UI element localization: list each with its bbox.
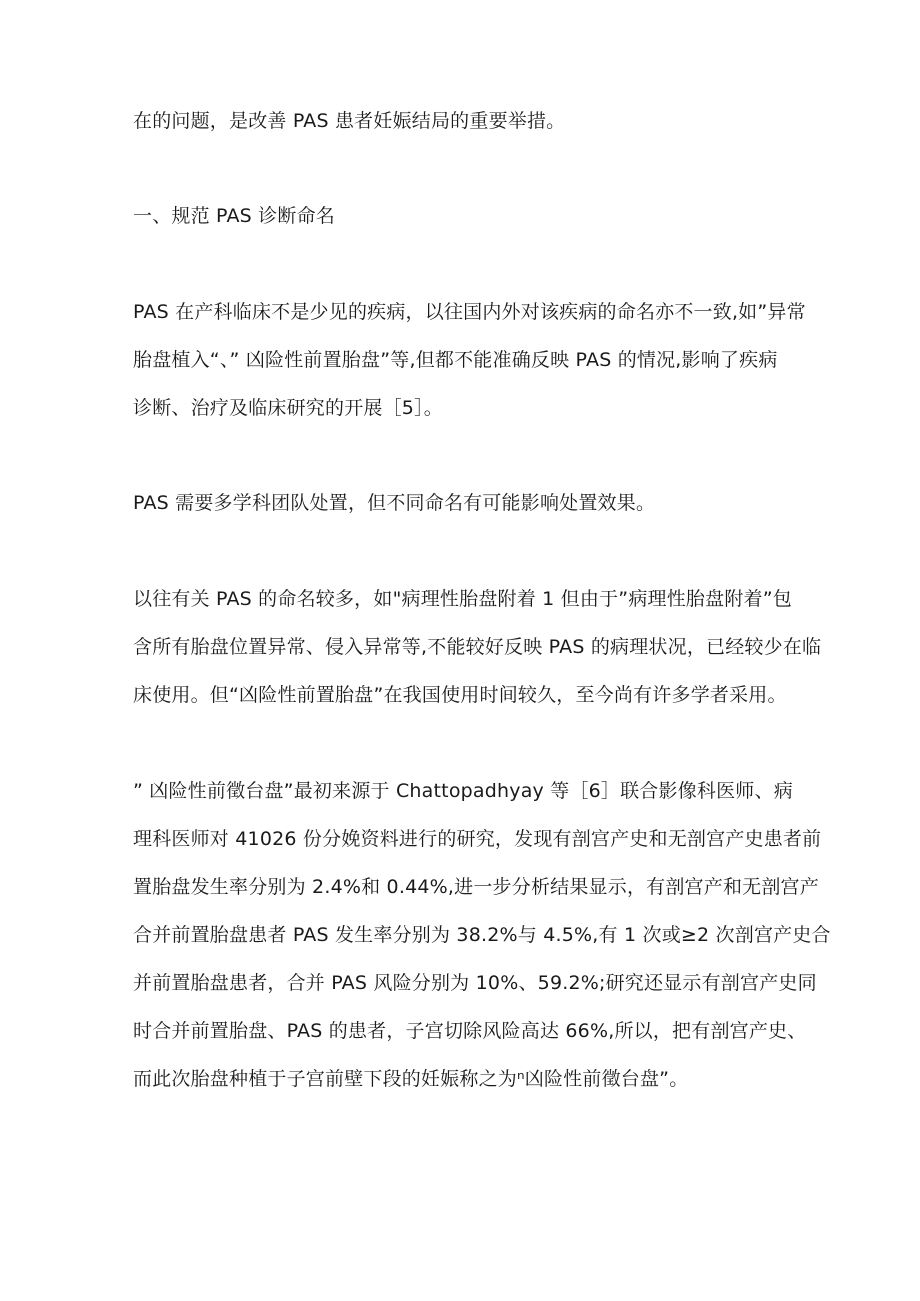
- paragraph-previous-names: [133, 575, 822, 719]
- text-line: 床使用。但“凶险性前置胎盘”在我国使用时间较久，至今尚有许多学者采用。: [133, 684, 787, 706]
- text-line: PAS 在产科临床不是少见的疾病，以往国内外对该疾病的命名亦不一致,如”异常: [133, 301, 806, 323]
- text-line: 而此次胎盘种植于子宫前壁下段的妊娠称之为ⁿ凶险性前徵台盘”。: [133, 1068, 689, 1090]
- text-line: 在的问题，是改善 PAS 患者妊娠结局的重要举措。: [133, 110, 566, 132]
- text-line: 理科医师对 41026 份分娩资料进行的研究，发现有剖宫产史和无剖宫产史患者前: [133, 828, 822, 850]
- text-line: ” 凶险性前徵台盘”最初来源于 Chattopadhyay 等［6］联合影像科医师、病: [133, 780, 793, 802]
- text-line: 胎盘植入“、” 凶险性前置胎盘”等,但都不能准确反映 PAS 的情况,影响了疾病: [133, 349, 778, 371]
- text-line: 并前置胎盘患者，合并 PAS 风险分别为 10%、59.2%;研究还显示有剖宫产史同: [133, 972, 817, 994]
- text-line: PAS 需要多学科团队处置，但不同命名有可能影响处置效果。: [133, 492, 656, 514]
- paragraph-naming-history: [133, 288, 806, 432]
- paragraph-intro-tail: [133, 97, 798, 145]
- heading-text: 一、规范 PAS 诊断命名: [133, 205, 335, 227]
- paragraph-origin-study: [133, 767, 831, 1103]
- text-line: 合并前置胎盘患者 PAS 发生率分别为 38.2%与 4.5%,有 1 次或≥2 次剖宫产史合: [133, 924, 831, 946]
- paragraph-multidisciplinary: [133, 479, 798, 527]
- text-line: 以往有关 PAS 的命名较多，如"病理性胎盘附着 1 但由于”病理性胎盘附着”包: [133, 588, 792, 610]
- text-line: 置胎盘发生率分别为 2.4%和 0.44%,进一步分析结果显示，有剖宫产和无剖宫产: [133, 876, 819, 898]
- text-line: 含所有胎盘位置异常、侵入异常等,不能较好反映 PAS 的病理状况，已经较少在临: [133, 636, 822, 658]
- text-line: 诊断、治疗及临床研究的开展［5］。: [133, 397, 443, 419]
- section-heading: [133, 192, 798, 240]
- text-line: 时合并前置胎盘、PAS 的患者，子宫切除风险高达 66%,所以，把有剖宫产史、: [133, 1020, 807, 1042]
